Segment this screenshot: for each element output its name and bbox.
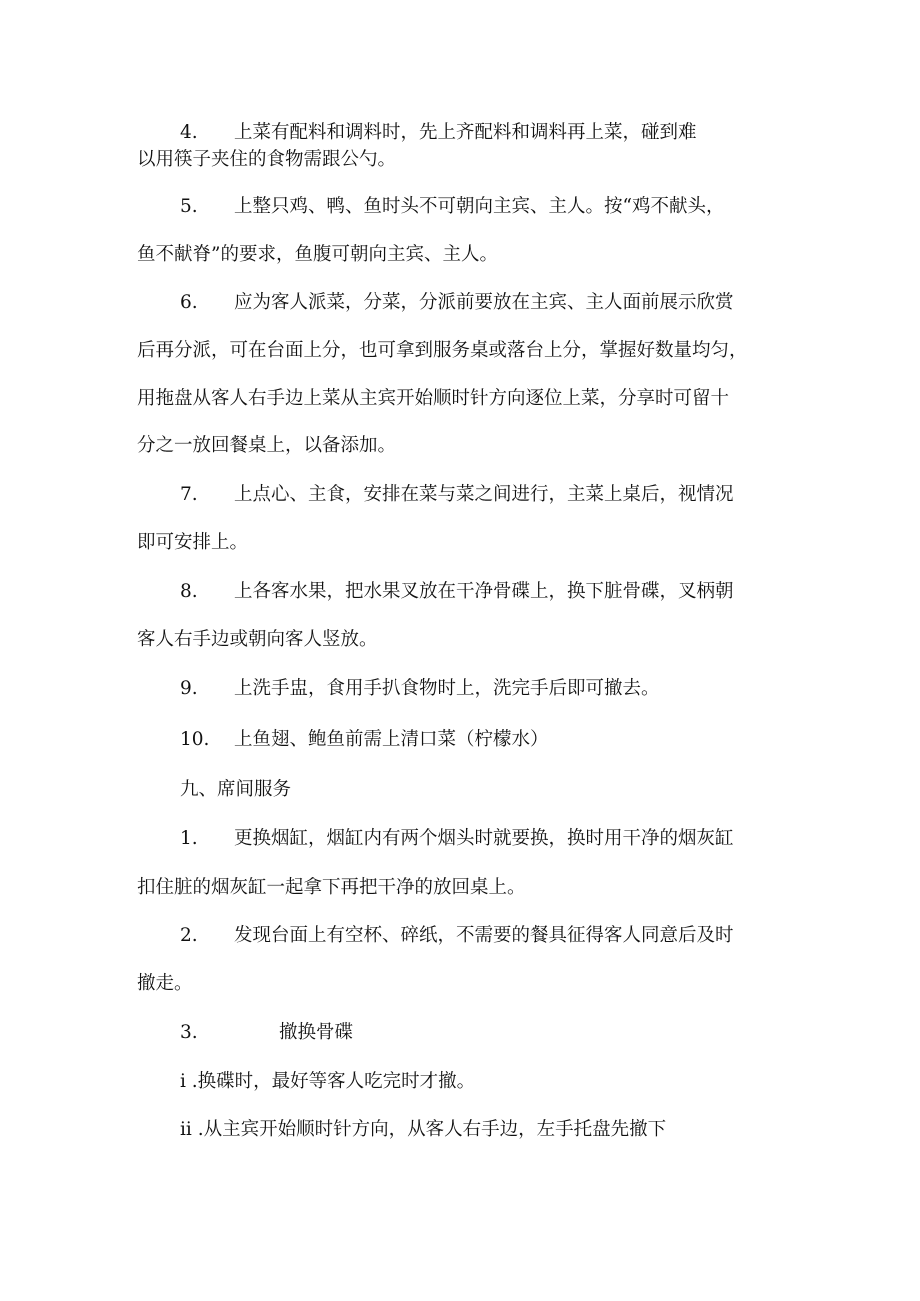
paragraph-line: 分之一放回餐桌上，以备添加。 bbox=[137, 435, 397, 456]
paragraph-line: 后再分派，可在台面上分，也可拿到服务桌或落台上分，掌握好数量均匀， bbox=[137, 340, 748, 361]
paragraph-line: 鱼不献脊”的要求，鱼腹可朝向主宾、主人。 bbox=[137, 244, 498, 265]
paragraph-line: 即可安排上。 bbox=[137, 532, 249, 553]
item-number: 8. bbox=[180, 581, 198, 602]
item-number: 6. bbox=[180, 292, 198, 313]
paragraph-line: 上点心、主食，安排在菜与菜之间进行，主菜上桌后，视情况 bbox=[234, 484, 734, 505]
item-number: 10. bbox=[180, 729, 210, 750]
sub-item: ii .从主宾开始顺时针方向，从客人右手边，左手托盘先撤下 bbox=[180, 1119, 667, 1140]
paragraph-line: 上洗手盅，食用手扒食物时上，洗完手后即可撤去。 bbox=[234, 678, 660, 699]
paragraph-line: 撤换骨碟 bbox=[279, 1022, 354, 1043]
sub-item: i .换碟时，最好等客人吃完时才撤。 bbox=[180, 1071, 476, 1092]
paragraph-line: 客人右手边或朝向客人竖放。 bbox=[137, 629, 378, 650]
paragraph-line: 扣住脏的烟灰缸一起拿下再把干净的放回桌上。 bbox=[137, 877, 526, 898]
item-number: 3. bbox=[180, 1022, 198, 1043]
paragraph-line: 上各客水果，把水果叉放在干净骨碟上，换下脏骨碟，叉柄朝 bbox=[234, 581, 734, 602]
paragraph-line: 应为客人派菜，分菜，分派前要放在主宾、主人面前展示欣赏 bbox=[234, 292, 734, 313]
item-number: 5. bbox=[180, 196, 198, 217]
section-heading: 九、席间服务 bbox=[180, 779, 292, 800]
paragraph-line: 上菜有配料和调料时，先上齐配料和调料再上菜，碰到难 bbox=[234, 122, 697, 143]
item-number: 7. bbox=[180, 484, 198, 505]
item-number: 1. bbox=[180, 828, 198, 849]
item-number: 2. bbox=[180, 925, 198, 946]
paragraph-line: 发现台面上有空杯、碎纸，不需要的餐具征得客人同意后及时 bbox=[234, 925, 734, 946]
paragraph-line: 用拖盘从客人右手边上菜从主宾开始顺时针方向逐位上菜，分享时可留十 bbox=[137, 388, 730, 409]
paragraph-line: 以用筷子夹住的食物需跟公勺。 bbox=[137, 149, 397, 170]
paragraph-line: 撤走。 bbox=[137, 973, 193, 994]
paragraph-line: 上整只鸡、鸭、鱼时头不可朝向主宾、主人。按“鸡不献头， bbox=[234, 196, 725, 217]
paragraph-line: 上鱼翅、鲍鱼前需上清口菜（柠檬水） bbox=[234, 729, 549, 750]
item-number: 4. bbox=[180, 122, 198, 143]
item-number: 9. bbox=[180, 678, 198, 699]
paragraph-line: 更换烟缸，烟缸内有两个烟头时就要换，换时用干净的烟灰缸 bbox=[234, 828, 734, 849]
